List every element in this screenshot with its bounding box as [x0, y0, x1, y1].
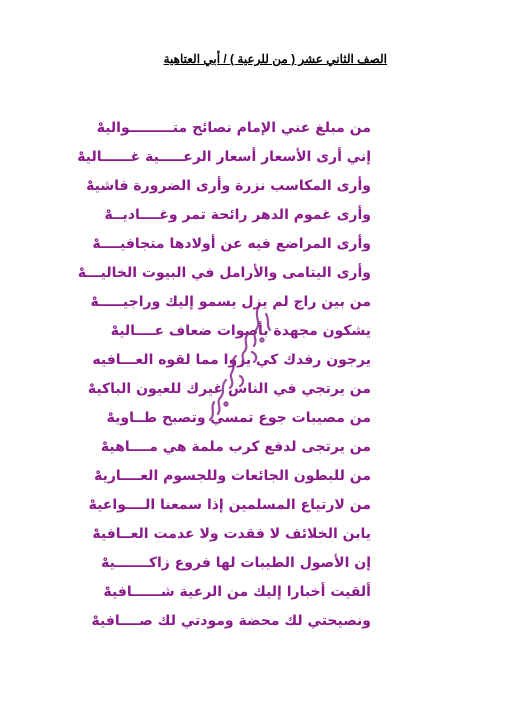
page-title: الصف الثاني عشر ( من للرعية ) / أبي العتاهية [163, 52, 387, 66]
verse-line: من لارتياع المسلمين إذا سمعنا الــــواعيهْ [88, 497, 371, 513]
verse-line: يرجون رفدك كي يروا مما لقوه العـــافيه [92, 352, 371, 368]
verse-line: من بين راج لم يزل يسمو إليك وراجيـــــهْ [90, 294, 371, 310]
verse-line: من مبلغ عني الإمام نصائح متـــــــــواليهْ [96, 120, 371, 136]
verse-line: وأرى المكاسب نزرة وأرى الضرورة فاشيهْ [86, 178, 371, 194]
verse-line: إن الأصول الطيبات لها فروع زاكـــــــيهْ [101, 555, 371, 571]
verse-line: من يرتجي في الناس غيرك للعيون الباكيهْ [87, 381, 371, 397]
verse-line: ألقيت أخبارا إليك من الرعية شــــــافيهْ [103, 584, 371, 600]
verse-line: وأرى غموم الدهر رائحة تمر وغــــاديــهْ [104, 207, 371, 223]
verse-line: من للبطون الجائعات وللجسوم العــــاريهْ [94, 468, 371, 484]
verse-line: إني أرى الأسعار أسعار الرعـــــية غــــــاليهْ [77, 149, 371, 165]
verse-line: من مصيبات جوع تمسي وتصبح طــاويهْ [106, 410, 371, 426]
verse-line: ونصيحتي لك محضة ومودتي لك صــــافيهْ [91, 613, 371, 629]
verse-line: وأرى المراضع فيه عن أولادها متجافيــــهْ [92, 236, 371, 252]
verse-line: وأرى اليتامى والأرامل في البيوت الخاليـــهْ [77, 265, 371, 281]
verse-line: يشكون مجهدة بأصوات ضعاف عــــاليهْ [110, 323, 371, 339]
verse-line: يابن الخلائف لا فقدت ولا عدمت العــافيهْ [92, 526, 371, 542]
poem-verses [40, 114, 371, 636]
verse-line: من يرتجى لدفع كرب ملمة هي مــــاهيهْ [100, 439, 371, 455]
